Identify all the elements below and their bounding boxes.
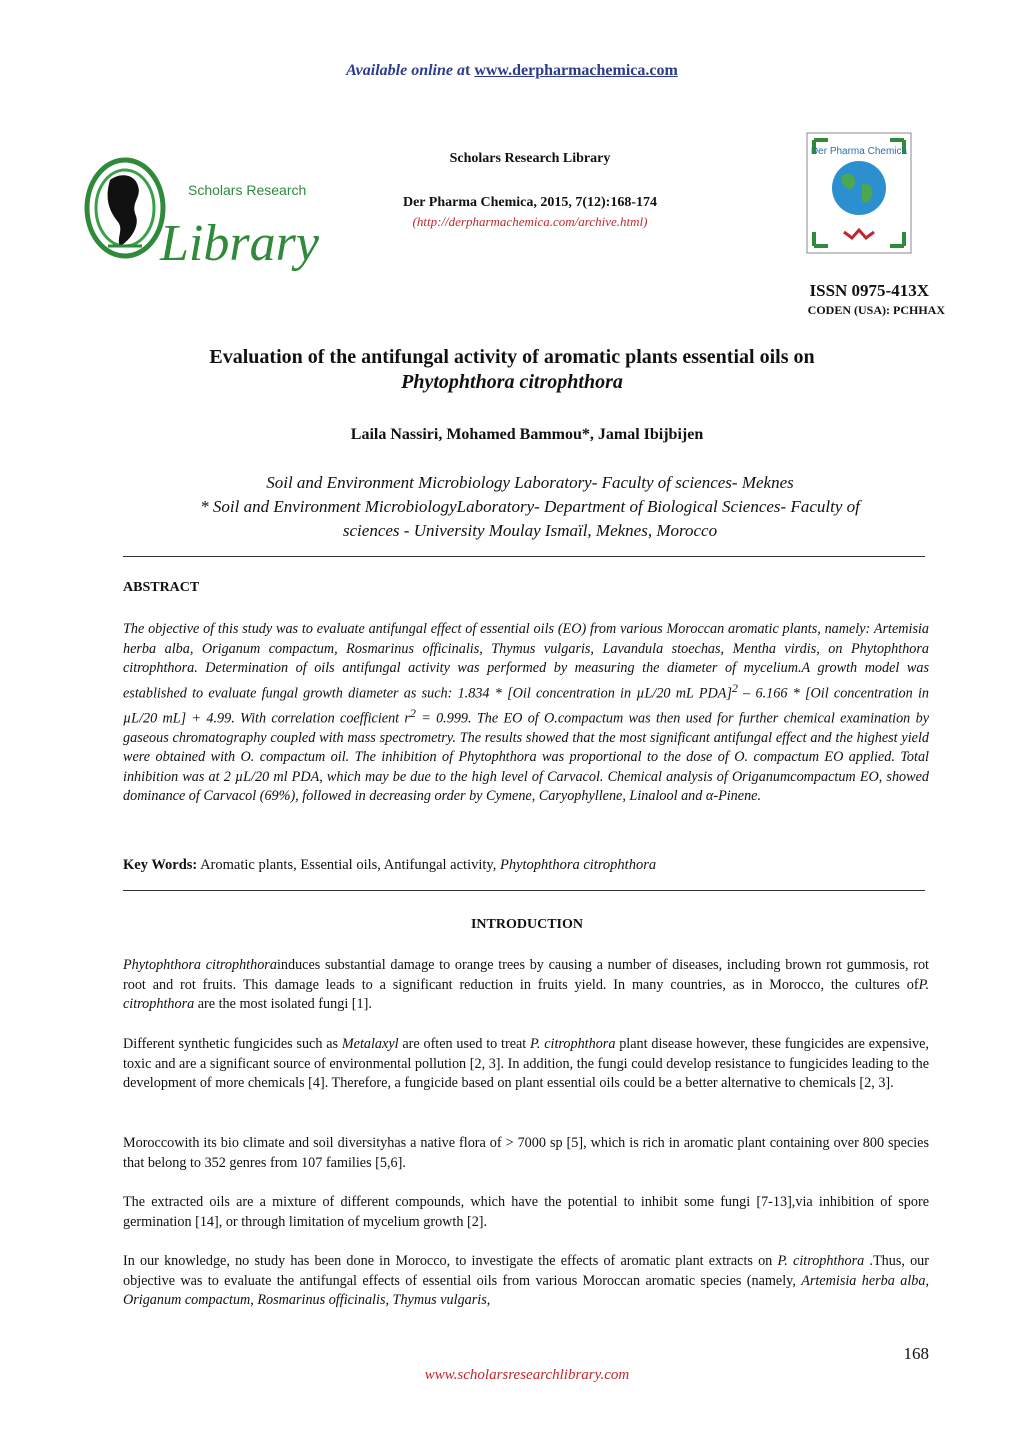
keywords-label: Key Words: [123, 857, 198, 873]
logo-text-library: Library [160, 215, 319, 272]
archive-url[interactable]: (http://derpharmachemica.com/archive.html) [412, 214, 648, 229]
intro-paragraph-4: The extracted oils are a mixture of different compounds, which have the potential to inhibit some fungi [7-13],via inhibition of spore germination [14], or through limitation of mycelium growth [2]. [123, 1194, 929, 1230]
affiliations [110, 471, 950, 543]
available-online-label: Available online a [346, 62, 465, 79]
library-emblem-icon [80, 150, 320, 280]
logo-text-scholars-research: Scholars Research [188, 182, 307, 198]
authors: Laila Nassiri, Mohamed Bammou*, Jamal Ibijbijen [350, 426, 704, 443]
keywords [123, 857, 656, 874]
abstract-body [123, 620, 929, 807]
abstract-superscript-1: 2 [732, 680, 738, 695]
page-number: 168 [903, 1344, 929, 1363]
divider [123, 890, 925, 891]
footer-site-link[interactable]: www.scholarsresearchlibrary.com [424, 1367, 630, 1383]
affiliation-line-3: sciences - University Moulay Ismaïl, Meknes, Morocco [342, 521, 718, 540]
abstract-heading: ABSTRACT [123, 580, 200, 595]
journal-site-link[interactable]: www.derpharmachemica.com [474, 62, 678, 79]
keywords-species: Phytophthora citrophthora [499, 857, 657, 873]
der-pharma-chemica-logo [806, 132, 912, 254]
abstract-text-2: – 6.166 * [Oil concentration in µL/20 mL] + 4.99. With correlation coefficient r [123, 685, 929, 727]
affiliation-line-1: Soil and Environment Microbiology Laboratory- Faculty of sciences- Meknes [266, 473, 794, 492]
abstract-text-1: The objective of this study was to evaluate antifungal effect of essential oils (EO) from various Moroccan aromatic plants, namely: Artemisia herba alba, Origanum compactum, Rosmarinus officinalis, Thymus vulgaris, Lavandula stoechas, Mentha virdis, on Phytophthora citrophthora. Determination of oils antifungal activity was performed by measuring the diameter of mycelium.A growth model was established to evaluate fungal growth diameter as such: 1.834 * [Oil concentration in µL/20 mL PDA] [123, 621, 929, 702]
intro-paragraph-3: Moroccowith its bio climate and soil diversityhas a native flora of > 7000 sp [5], which is rich in aromatic plant containing over 800 species that belong to 352 genres from 107 families [5,6]. [123, 1135, 929, 1171]
title-line-2: Phytophthora citrophthora [401, 371, 623, 393]
affiliation-line-2: * Soil and Environment MicrobiologyLaboratory- Department of Biological Sciences- Faculty of [200, 497, 860, 516]
divider [123, 556, 925, 557]
intro-paragraph-5: In our knowledge, no study has been done in Morocco, to investigate the effects of aromatic plant extracts on P. citrophthora .Thus, our objective was to evaluate the antifungal effects of essential oils from various Moroccan aromatic species (namely, Artemisia herba alba, Origanum compactum, Rosmarinus officinalis, Thymus vulgaris, [123, 1253, 929, 1308]
available-online-line [0, 62, 1024, 80]
title-line-1: Evaluation of the antifungal activity of aromatic plants essential oils on [209, 346, 815, 368]
intro-paragraph-1: Phytophthora citrophthorainduces substantial damage to orange trees by causing a number of diseases, including brown rot gummosis, rot root and rot fruits. This damage leads to a significant reduction in fruits yield. In many countries, as in Morocco, the cultures ofP. citrophthora are the most isolated fungi [1]. [123, 957, 929, 1012]
journal-reference: Der Pharma Chemica, 2015, 7(12):168-174 [402, 195, 658, 210]
library-name: Scholars Research Library [449, 151, 611, 166]
keywords-text: Aromatic plants, Essential oils, Antifungal activity, [197, 857, 500, 873]
available-online-at: t [464, 62, 475, 79]
abstract-superscript-2: 2 [409, 705, 416, 720]
logo-text-der-pharma-chemica: Der Pharma Chemica [810, 146, 908, 157]
scholars-research-library-logo [80, 150, 320, 280]
article-title [0, 345, 1024, 395]
introduction-heading: INTRODUCTION [470, 917, 583, 932]
intro-paragraph-2: Different synthetic fungicides such as Metalaxyl are often used to treat P. citrophthora plant disease however, these fungicides are expensive, toxic and are a significant source of environmental pollution [2, 3]. In addition, the fungi could develop resistance to fungicides leading to the development of more chemicals [4]. Therefore, a fungicide based on plant essential oils could be a better alternative to chemicals [2, 3]. [123, 1036, 929, 1091]
coden: CODEN (USA): PCHHAX [807, 303, 945, 317]
globe-logo-icon [806, 132, 912, 254]
issn: ISSN 0975-413X [809, 281, 929, 300]
abstract-text-3: = 0.999. The EO of O.compactum was then used for further chemical examination by gaseous chromatography coupled with mass spectrometry. The results showed that the most significant antifungal effect and the highest yield were obtained with O. compactum oil. The inhibition of Phytophthora was proportional to the dose of O. compactum EO applied. Total inhibition was at 2 µL/20 ml PDA, which may be due to the high level of Carvacol. Chemical analysis of Origanumcompactum EO, showed dominance of Carvacol (69%), followed in decreasing order by Cymene, Caryophyllene, Linalool and α-Pinene. [123, 710, 929, 805]
